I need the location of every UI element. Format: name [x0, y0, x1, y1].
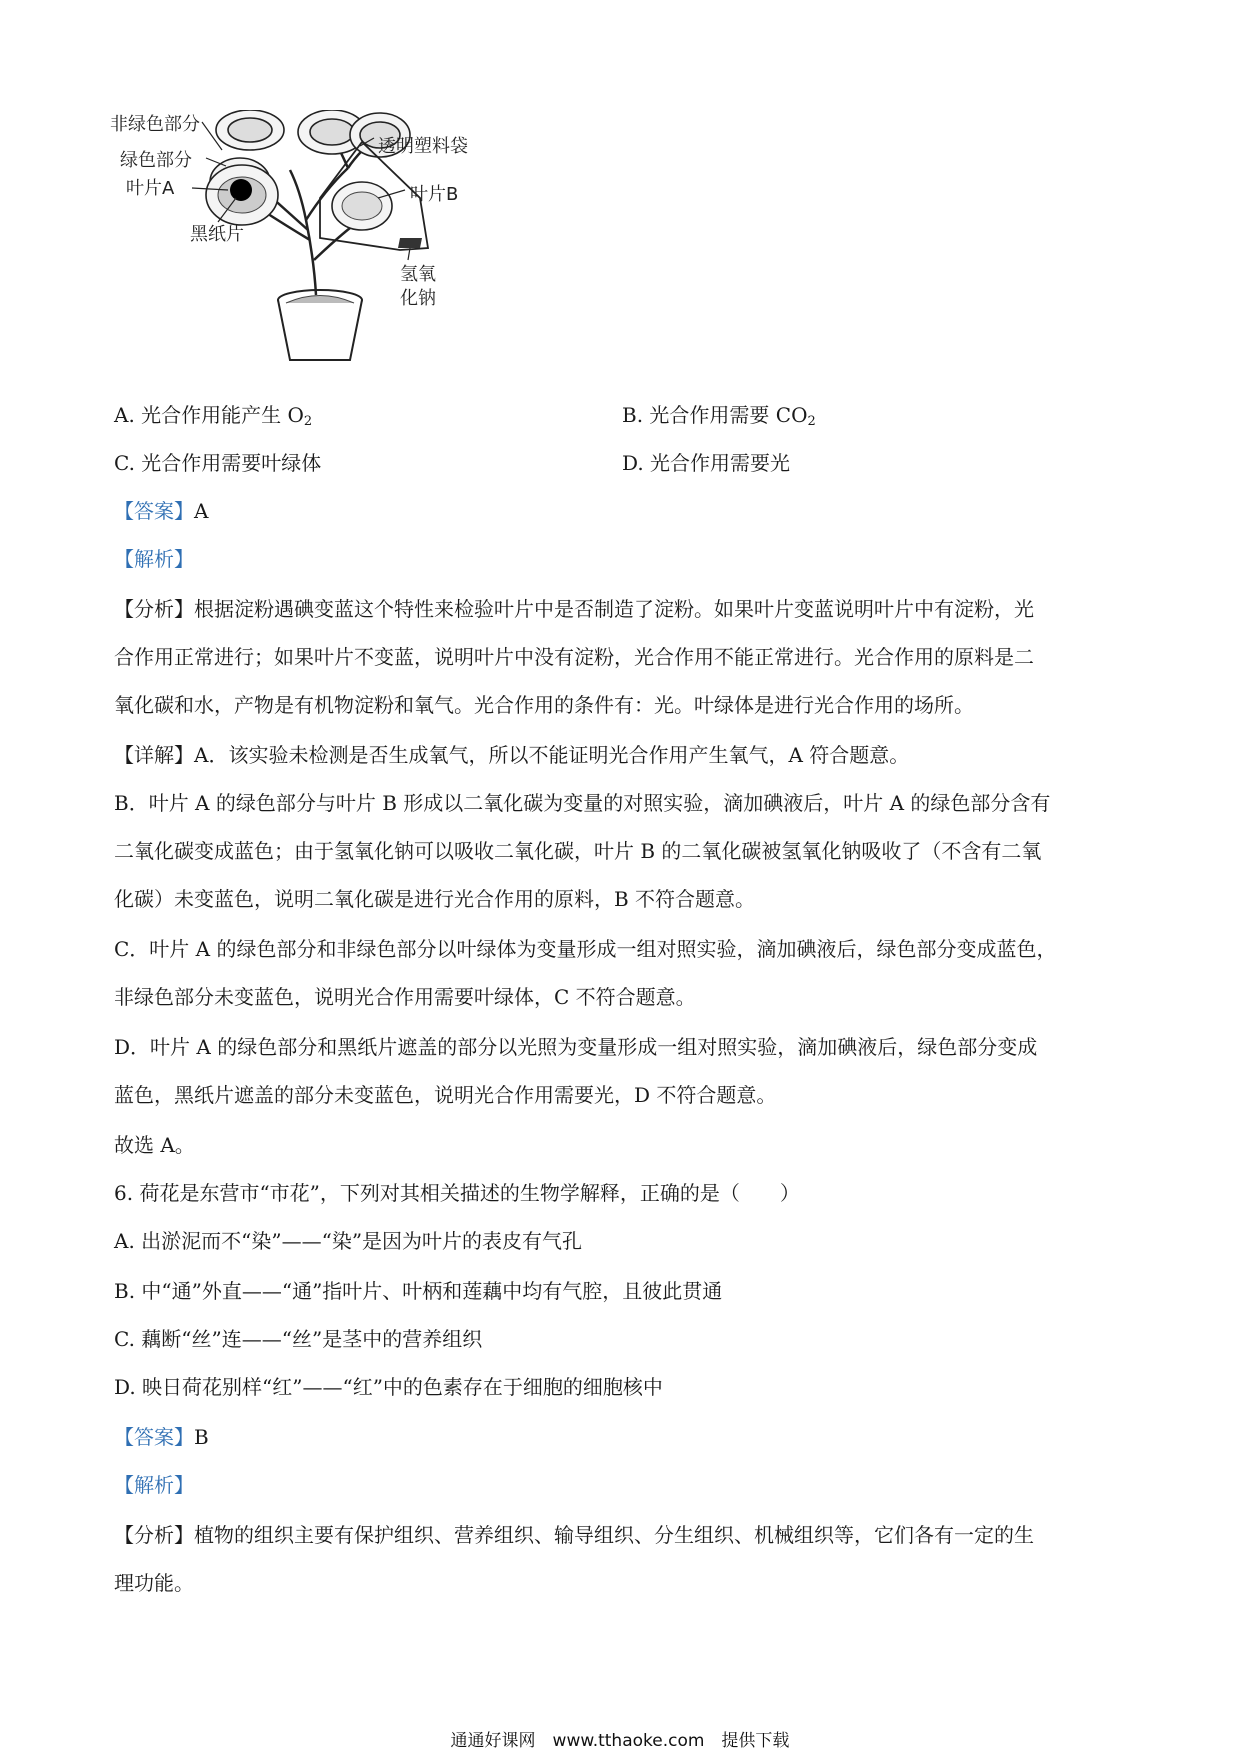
leaf-a: [206, 165, 278, 225]
q5-answer-tag: 【答案】: [114, 499, 194, 523]
q5-detail-line: 化碳）未变蓝色，说明二氧化碳是进行光合作用的原料，B 不符合题意。: [114, 887, 756, 911]
flower-pot: [278, 290, 362, 360]
q6-option: C. 藕断“丝”连——“丝”是茎中的营养组织: [114, 1327, 483, 1351]
q6-stem: 6. 荷花是东营市“市花”，下列对其相关描述的生物学解释，正确的是（ ）: [114, 1181, 800, 1205]
q5-option-a-sub: 2: [303, 414, 313, 429]
q5-detail-line: 非绿色部分未变蓝色，说明光合作用需要叶绿体，C 不符合题意。: [114, 985, 696, 1009]
q5-fenxi-line: 合作用正常进行；如果叶片不变蓝，说明叶片中没有淀粉，光合作用不能正常进行。光合作用的原料是二: [114, 645, 1034, 669]
label-leaf-a: 叶片A: [126, 178, 175, 199]
q5-analysis-tag: 【解析】: [114, 547, 194, 571]
q6-option: A. 出淤泥而不“染”——“染”是因为叶片的表皮有气孔: [114, 1229, 583, 1253]
q6-answer: [114, 1423, 209, 1451]
q5-detail-line: B．叶片 A 的绿色部分与叶片 B 形成以二氧化碳为变量的对照实验，滴加碘液后，叶片 A 的绿色部分含有: [114, 791, 1051, 815]
q5-option-a-text: A. 光合作用能产生 O: [114, 403, 304, 427]
q6-answer-tag: 【答案】: [114, 1425, 194, 1449]
q5-answer-value: A: [194, 499, 209, 523]
label-non-green: 非绿色部分: [110, 114, 200, 135]
label-naoh-2: 化钠: [400, 288, 436, 309]
plant-experiment-figure: [110, 110, 550, 370]
q5-answer: [114, 497, 208, 525]
q6-fenxi-line: 【分析】植物的组织主要有保护组织、营养组织、输导组织、分生组织、机械组织等，它们各有一定的生: [114, 1523, 1034, 1547]
black-paper-disc: [230, 179, 252, 201]
label-leaf-b: 叶片B: [410, 184, 459, 205]
page-footer: 通通好课网 www.tthaoke.com 提供下载: [450, 1731, 790, 1751]
q5-conclusion: 故选 A。: [114, 1133, 195, 1157]
q6-option: D. 映日荷花别样“红”——“红”中的色素存在于细胞的细胞核中: [114, 1375, 663, 1399]
q6-analysis-tag: 【解析】: [114, 1473, 194, 1497]
q5-detail-line: D．叶片 A 的绿色部分和黑纸片遮盖的部分以光照为变量形成一组对照实验，滴加碘液后，绿色部分变成: [114, 1035, 1038, 1059]
label-black-paper: 黑纸片: [190, 224, 244, 245]
q5-detail-line: C．叶片 A 的绿色部分和非绿色部分以叶绿体为变量形成一组对照实验，滴加碘液后，绿色部分变成蓝色，: [114, 937, 1057, 961]
q5-option-d: D. 光合作用需要光: [622, 451, 791, 475]
q5-option-b-text: B. 光合作用需要 CO: [622, 403, 808, 427]
q5-option-a: [114, 401, 312, 436]
label-bag: 透明塑料袋: [378, 136, 468, 157]
q5-option-c: C. 光合作用需要叶绿体: [114, 451, 322, 475]
q5-option-b-sub: 2: [807, 414, 816, 429]
q5-detail-line: 【详解】A．该实验未检测是否生成氧气，所以不能证明光合作用产生氧气，A 符合题意。: [114, 743, 910, 767]
q6-option: B. 中“通”外直——“通”指叶片、叶柄和莲藕中均有气腔，且彼此贯通: [114, 1279, 723, 1303]
plant-diagram: [110, 110, 550, 370]
q6-answer-value: B: [194, 1425, 209, 1449]
q6-fenxi-line: 理功能。: [114, 1571, 194, 1595]
q5-fenxi-line: 氧化碳和水，产物是有机物淀粉和氧气。光合作用的条件有：光。叶绿体是进行光合作用的场所。: [114, 693, 974, 717]
label-naoh-1: 氢氧: [400, 264, 436, 285]
naoh-container: [398, 238, 422, 248]
q5-detail-line: 二氧化碳变成蓝色；由于氢氧化钠可以吸收二氧化碳，叶片 B 的二氧化碳被氢氧化钠吸收了（不含有二氧: [114, 839, 1042, 863]
q5-option-b: [622, 401, 816, 436]
q5-detail-line: 蓝色，黑纸片遮盖的部分未变蓝色，说明光合作用需要光，D 不符合题意。: [114, 1083, 777, 1107]
label-green: 绿色部分: [120, 150, 192, 171]
q5-fenxi-line: 【分析】根据淀粉遇碘变蓝这个特性来检验叶片中是否制造了淀粉。如果叶片变蓝说明叶片中有淀粉，光: [114, 597, 1034, 621]
